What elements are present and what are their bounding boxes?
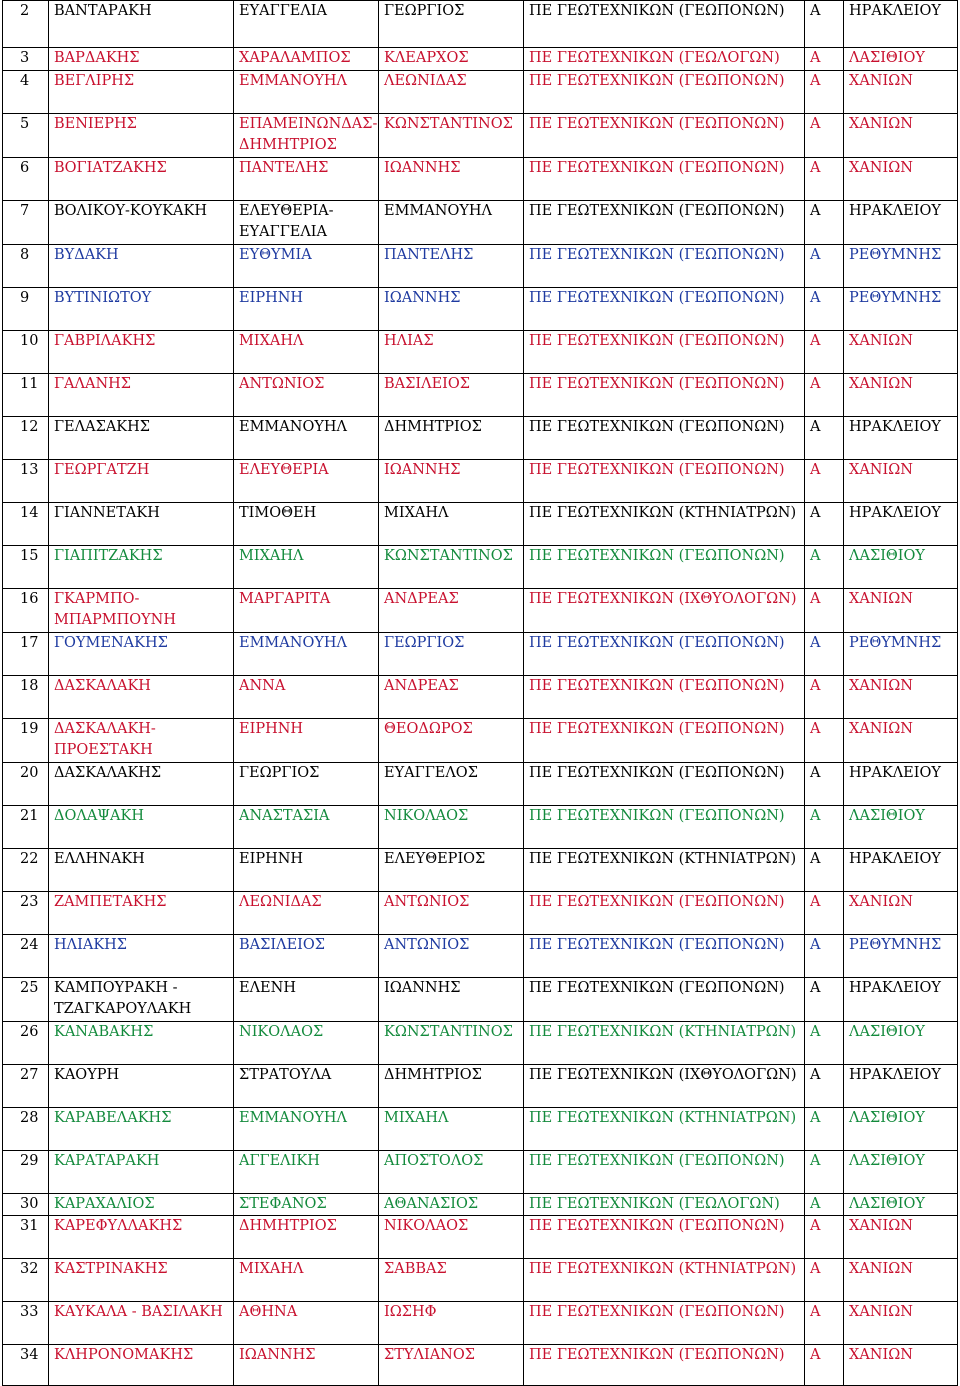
father-name-cell: ΕΥΑΓΓΕΛΟΣ — [379, 762, 524, 805]
first-name-cell: ΕΥΑΓΓΕΛΙΑ — [234, 1, 379, 48]
last-name-cell: ΓΚΑΡΜΠΟ-ΜΠΑΡΜΠΟΥΝΗ — [49, 588, 234, 632]
specialty-cell: ΠΕ ΓΕΩΤΕΧΝΙΚΩΝ (ΙΧΘΥΟΛΟΓΩΝ) — [524, 588, 805, 632]
specialty-cell: ΠΕ ΓΕΩΤΕΧΝΙΚΩΝ (ΓΕΩΠΟΝΩΝ) — [524, 675, 805, 718]
region-cell: ΧΑΝΙΩΝ — [844, 588, 958, 632]
father-name-cell: ΘΕΟΔΩΡΟΣ — [379, 718, 524, 762]
specialty-cell: ΠΕ ΓΕΩΤΕΧΝΙΚΩΝ (ΚΤΗΝΙΑΤΡΩΝ) — [524, 502, 805, 545]
region-cell: ΛΑΣΙΘΙΟΥ — [844, 48, 958, 71]
father-name-cell: ΔΗΜΗΤΡΙΟΣ — [379, 416, 524, 459]
row-number-cell: 7 — [3, 200, 49, 244]
last-name-cell: ΚΑΝΑΒΑΚΗΣ — [49, 1021, 234, 1064]
last-name-cell: ΚΑΟΥΡΗ — [49, 1064, 234, 1107]
row-number-cell: 19 — [3, 718, 49, 762]
father-name-cell: ΙΩΑΝΝΗΣ — [379, 977, 524, 1021]
region-cell: ΛΑΣΙΘΙΟΥ — [844, 1193, 958, 1216]
first-name-cell: ΕΜΜΑΝΟΥΗΛ — [234, 70, 379, 113]
last-name-cell: ΒΕΓΛΙΡΗΣ — [49, 70, 234, 113]
father-name-cell: ΑΠΟΣΤΟΛΟΣ — [379, 1150, 524, 1193]
table-row — [3, 1216, 958, 1259]
row-number-cell: 34 — [3, 1345, 49, 1386]
table-row — [3, 718, 958, 762]
last-name-cell: ΖΑΜΠΕΤΑΚΗΣ — [49, 891, 234, 934]
category-cell: Α — [805, 1, 844, 48]
row-number-cell: 28 — [3, 1107, 49, 1150]
first-name-cell: ΑΝΝΑ — [234, 675, 379, 718]
category-cell: Α — [805, 70, 844, 113]
region-cell: ΧΑΝΙΩΝ — [844, 459, 958, 502]
first-name-cell: ΑΝΑΣΤΑΣΙΑ — [234, 805, 379, 848]
first-name-cell: ΜΙΧΑΗΛ — [234, 330, 379, 373]
last-name-cell: ΒΟΛΙΚΟΥ-ΚΟΥΚΑΚΗ — [49, 200, 234, 244]
table-body — [3, 1, 958, 1386]
region-cell: ΛΑΣΙΘΙΟΥ — [844, 1150, 958, 1193]
last-name-cell: ΚΑΡΑΒΕΛΑΚΗΣ — [49, 1107, 234, 1150]
row-number-cell: 6 — [3, 157, 49, 200]
last-name-cell: ΓΑΒΡΙΛΑΚΗΣ — [49, 330, 234, 373]
region-cell: ΧΑΝΙΩΝ — [844, 891, 958, 934]
father-name-cell: ΒΑΣΙΛΕΙΟΣ — [379, 373, 524, 416]
category-cell: Α — [805, 1216, 844, 1259]
table-row — [3, 244, 958, 287]
father-name-cell: ΙΩΑΝΝΗΣ — [379, 459, 524, 502]
specialty-cell: ΠΕ ΓΕΩΤΕΧΝΙΚΩΝ (ΓΕΩΠΟΝΩΝ) — [524, 891, 805, 934]
specialty-cell: ΠΕ ΓΕΩΤΕΧΝΙΚΩΝ (ΓΕΩΠΟΝΩΝ) — [524, 244, 805, 287]
region-cell: ΧΑΝΙΩΝ — [844, 157, 958, 200]
row-number-cell: 12 — [3, 416, 49, 459]
region-cell: ΗΡΑΚΛΕΙΟΥ — [844, 762, 958, 805]
father-name-cell: ΜΙΧΑΗΛ — [379, 502, 524, 545]
table-row — [3, 675, 958, 718]
category-cell: Α — [805, 113, 844, 157]
first-name-cell: ΑΝΤΩΝΙΟΣ — [234, 373, 379, 416]
table-row — [3, 545, 958, 588]
first-name-cell: ΕΛΕΥΘΕΡΙΑ-ΕΥΑΓΓΕΛΙΑ — [234, 200, 379, 244]
row-number-cell: 18 — [3, 675, 49, 718]
region-cell: ΧΑΝΙΩΝ — [844, 1345, 958, 1386]
specialty-cell: ΠΕ ΓΕΩΤΕΧΝΙΚΩΝ (ΓΕΩΠΟΝΩΝ) — [524, 373, 805, 416]
region-cell: ΧΑΝΙΩΝ — [844, 373, 958, 416]
category-cell: Α — [805, 1150, 844, 1193]
last-name-cell: ΚΑΡΑΧΑΛΙΟΣ — [49, 1193, 234, 1216]
row-number-cell: 10 — [3, 330, 49, 373]
last-name-cell: ΗΛΙΑΚΗΣ — [49, 934, 234, 977]
father-name-cell: ΙΩΑΝΝΗΣ — [379, 287, 524, 330]
row-number-cell: 30 — [3, 1193, 49, 1216]
specialty-cell: ΠΕ ΓΕΩΤΕΧΝΙΚΩΝ (ΓΕΩΠΟΝΩΝ) — [524, 1302, 805, 1345]
first-name-cell: ΝΙΚΟΛΑΟΣ — [234, 1021, 379, 1064]
row-number-cell: 23 — [3, 891, 49, 934]
table-row — [3, 588, 958, 632]
category-cell: Α — [805, 891, 844, 934]
last-name-cell: ΓΑΛΑΝΗΣ — [49, 373, 234, 416]
region-cell: ΡΕΘΥΜΝΗΣ — [844, 287, 958, 330]
father-name-cell: ΜΙΧΑΗΛ — [379, 1107, 524, 1150]
father-name-cell: ΓΕΩΡΓΙΟΣ — [379, 1, 524, 48]
specialty-cell: ΠΕ ΓΕΩΤΕΧΝΙΚΩΝ (ΓΕΩΠΟΝΩΝ) — [524, 934, 805, 977]
specialty-cell: ΠΕ ΓΕΩΤΕΧΝΙΚΩΝ (ΓΕΩΛΟΓΩΝ) — [524, 1193, 805, 1216]
region-cell: ΛΑΣΙΘΙΟΥ — [844, 1107, 958, 1150]
region-cell: ΧΑΝΙΩΝ — [844, 330, 958, 373]
father-name-cell: ΣΑΒΒΑΣ — [379, 1259, 524, 1302]
specialty-cell: ΠΕ ΓΕΩΤΕΧΝΙΚΩΝ (ΓΕΩΠΟΝΩΝ) — [524, 762, 805, 805]
last-name-cell: ΔΑΣΚΑΛΑΚΗ — [49, 675, 234, 718]
table-row — [3, 1259, 958, 1302]
table-row — [3, 1064, 958, 1107]
category-cell: Α — [805, 1064, 844, 1107]
first-name-cell: ΜΙΧΑΗΛ — [234, 1259, 379, 1302]
first-name-cell: ΕΛΕΝΗ — [234, 977, 379, 1021]
father-name-cell: ΚΩΝΣΤΑΝΤΙΝΟΣ — [379, 113, 524, 157]
table-row — [3, 48, 958, 71]
category-cell: Α — [805, 718, 844, 762]
category-cell: Α — [805, 48, 844, 71]
last-name-cell: ΔΟΛΑΨΑΚΗ — [49, 805, 234, 848]
first-name-cell: ΕΜΜΑΝΟΥΗΛ — [234, 1107, 379, 1150]
father-name-cell: ΠΑΝΤΕΛΗΣ — [379, 244, 524, 287]
table-row — [3, 1, 958, 48]
category-cell: Α — [805, 373, 844, 416]
table-row — [3, 805, 958, 848]
region-cell: ΗΡΑΚΛΕΙΟΥ — [844, 1064, 958, 1107]
father-name-cell: ΑΘΑΝΑΣΙΟΣ — [379, 1193, 524, 1216]
row-number-cell: 9 — [3, 287, 49, 330]
row-number-cell: 11 — [3, 373, 49, 416]
last-name-cell: ΚΛΗΡΟΝΟΜΑΚΗΣ — [49, 1345, 234, 1386]
row-number-cell: 13 — [3, 459, 49, 502]
table-row — [3, 1193, 958, 1216]
row-number-cell: 22 — [3, 848, 49, 891]
category-cell: Α — [805, 588, 844, 632]
row-number-cell: 17 — [3, 632, 49, 675]
region-cell: ΧΑΝΙΩΝ — [844, 70, 958, 113]
category-cell: Α — [805, 977, 844, 1021]
father-name-cell: ΕΛΕΥΘΕΡΙΟΣ — [379, 848, 524, 891]
row-number-cell: 14 — [3, 502, 49, 545]
first-name-cell: ΧΑΡΑΛΑΜΠΟΣ — [234, 48, 379, 71]
row-number-cell: 3 — [3, 48, 49, 71]
specialty-cell: ΠΕ ΓΕΩΤΕΧΝΙΚΩΝ (ΓΕΩΠΟΝΩΝ) — [524, 1150, 805, 1193]
first-name-cell: ΣΤΕΦΑΝΟΣ — [234, 1193, 379, 1216]
row-number-cell: 25 — [3, 977, 49, 1021]
specialty-cell: ΠΕ ΓΕΩΤΕΧΝΙΚΩΝ (ΓΕΩΠΟΝΩΝ) — [524, 1345, 805, 1386]
table-row — [3, 459, 958, 502]
first-name-cell: ΕΠΑΜΕΙΝΩΝΔΑΣ-ΔΗΜΗΤΡΙΟΣ — [234, 113, 379, 157]
table-row — [3, 416, 958, 459]
last-name-cell: ΒΕΝΙΕΡΗΣ — [49, 113, 234, 157]
region-cell: ΧΑΝΙΩΝ — [844, 1259, 958, 1302]
father-name-cell: ΑΝΔΡΕΑΣ — [379, 675, 524, 718]
first-name-cell: ΤΙΜΟΘΕΗ — [234, 502, 379, 545]
region-cell: ΗΡΑΚΛΕΙΟΥ — [844, 848, 958, 891]
table-row — [3, 762, 958, 805]
specialty-cell: ΠΕ ΓΕΩΤΕΧΝΙΚΩΝ (ΚΤΗΝΙΑΤΡΩΝ) — [524, 848, 805, 891]
father-name-cell: ΣΤΥΛΙΑΝΟΣ — [379, 1345, 524, 1386]
specialty-cell: ΠΕ ΓΕΩΤΕΧΝΙΚΩΝ (ΙΧΘΥΟΛΟΓΩΝ) — [524, 1064, 805, 1107]
last-name-cell: ΕΛΛΗΝΑΚΗ — [49, 848, 234, 891]
last-name-cell: ΔΑΣΚΑΛΑΚΗ-ΠΡΟΕΣΤΑΚΗ — [49, 718, 234, 762]
first-name-cell: ΔΗΜΗΤΡΙΟΣ — [234, 1216, 379, 1259]
first-name-cell: ΕΜΜΑΝΟΥΗΛ — [234, 632, 379, 675]
table-row — [3, 632, 958, 675]
region-cell: ΧΑΝΙΩΝ — [844, 718, 958, 762]
specialty-cell: ΠΕ ΓΕΩΤΕΧΝΙΚΩΝ (ΓΕΩΠΟΝΩΝ) — [524, 70, 805, 113]
last-name-cell: ΚΑΜΠΟΥΡΑΚΗ - ΤΖΑΓΚΑΡΟΥΛΑΚΗ — [49, 977, 234, 1021]
row-number-cell: 26 — [3, 1021, 49, 1064]
specialty-cell: ΠΕ ΓΕΩΤΕΧΝΙΚΩΝ (ΚΤΗΝΙΑΤΡΩΝ) — [524, 1107, 805, 1150]
table-row — [3, 1302, 958, 1345]
first-name-cell: ΠΑΝΤΕΛΗΣ — [234, 157, 379, 200]
row-number-cell: 16 — [3, 588, 49, 632]
first-name-cell: ΕΛΕΥΘΕΡΙΑ — [234, 459, 379, 502]
row-number-cell: 33 — [3, 1302, 49, 1345]
last-name-cell: ΒΥΔΑΚΗ — [49, 244, 234, 287]
table-row — [3, 157, 958, 200]
category-cell: Α — [805, 762, 844, 805]
row-number-cell: 8 — [3, 244, 49, 287]
specialty-cell: ΠΕ ΓΕΩΤΕΧΝΙΚΩΝ (ΓΕΩΠΟΝΩΝ) — [524, 1, 805, 48]
row-number-cell: 21 — [3, 805, 49, 848]
category-cell: Α — [805, 1345, 844, 1386]
specialty-cell: ΠΕ ΓΕΩΤΕΧΝΙΚΩΝ (ΓΕΩΠΟΝΩΝ) — [524, 977, 805, 1021]
specialty-cell: ΠΕ ΓΕΩΤΕΧΝΙΚΩΝ (ΓΕΩΠΟΝΩΝ) — [524, 545, 805, 588]
father-name-cell: ΚΩΝΣΤΑΝΤΙΝΟΣ — [379, 545, 524, 588]
father-name-cell: ΝΙΚΟΛΑΟΣ — [379, 1216, 524, 1259]
row-number-cell: 15 — [3, 545, 49, 588]
category-cell: Α — [805, 848, 844, 891]
row-number-cell: 29 — [3, 1150, 49, 1193]
last-name-cell: ΚΑΥΚΑΛΑ - ΒΑΣΙΛΑΚΗ — [49, 1302, 234, 1345]
last-name-cell: ΚΑΡΑΤΑΡΑΚΗ — [49, 1150, 234, 1193]
row-number-cell: 5 — [3, 113, 49, 157]
candidates-table — [2, 0, 958, 1386]
table-row — [3, 70, 958, 113]
region-cell: ΗΡΑΚΛΕΙΟΥ — [844, 977, 958, 1021]
last-name-cell: ΚΑΣΤΡΙΝΑΚΗΣ — [49, 1259, 234, 1302]
specialty-cell: ΠΕ ΓΕΩΤΕΧΝΙΚΩΝ (ΓΕΩΠΟΝΩΝ) — [524, 459, 805, 502]
table-row — [3, 373, 958, 416]
category-cell: Α — [805, 1107, 844, 1150]
specialty-cell: ΠΕ ΓΕΩΤΕΧΝΙΚΩΝ (ΓΕΩΠΟΝΩΝ) — [524, 157, 805, 200]
category-cell: Α — [805, 545, 844, 588]
first-name-cell: ΕΜΜΑΝΟΥΗΛ — [234, 416, 379, 459]
first-name-cell: ΛΕΩΝΙΔΑΣ — [234, 891, 379, 934]
specialty-cell: ΠΕ ΓΕΩΤΕΧΝΙΚΩΝ (ΓΕΩΠΟΝΩΝ) — [524, 632, 805, 675]
specialty-cell: ΠΕ ΓΕΩΤΕΧΝΙΚΩΝ (ΓΕΩΠΟΝΩΝ) — [524, 200, 805, 244]
region-cell: ΧΑΝΙΩΝ — [844, 1302, 958, 1345]
category-cell: Α — [805, 244, 844, 287]
specialty-cell: ΠΕ ΓΕΩΤΕΧΝΙΚΩΝ (ΚΤΗΝΙΑΤΡΩΝ) — [524, 1259, 805, 1302]
table-row — [3, 848, 958, 891]
category-cell: Α — [805, 1021, 844, 1064]
father-name-cell: ΚΛΕΑΡΧΟΣ — [379, 48, 524, 71]
specialty-cell: ΠΕ ΓΕΩΤΕΧΝΙΚΩΝ (ΚΤΗΝΙΑΤΡΩΝ) — [524, 1021, 805, 1064]
category-cell: Α — [805, 157, 844, 200]
region-cell: ΧΑΝΙΩΝ — [844, 675, 958, 718]
specialty-cell: ΠΕ ΓΕΩΤΕΧΝΙΚΩΝ (ΓΕΩΠΟΝΩΝ) — [524, 805, 805, 848]
category-cell: Α — [805, 934, 844, 977]
father-name-cell: ΗΛΙΑΣ — [379, 330, 524, 373]
table-row — [3, 113, 958, 157]
father-name-cell: ΚΩΝΣΤΑΝΤΙΝΟΣ — [379, 1021, 524, 1064]
first-name-cell: ΕΥΘΥΜΙΑ — [234, 244, 379, 287]
table-row — [3, 502, 958, 545]
category-cell: Α — [805, 1302, 844, 1345]
first-name-cell: ΙΩΑΝΝΗΣ — [234, 1345, 379, 1386]
first-name-cell: ΜΙΧΑΗΛ — [234, 545, 379, 588]
last-name-cell: ΓΟΥΜΕΝΑΚΗΣ — [49, 632, 234, 675]
father-name-cell: ΑΝΔΡΕΑΣ — [379, 588, 524, 632]
table-row — [3, 1150, 958, 1193]
first-name-cell: ΕΙΡΗΝΗ — [234, 287, 379, 330]
specialty-cell: ΠΕ ΓΕΩΤΕΧΝΙΚΩΝ (ΓΕΩΛΟΓΩΝ) — [524, 48, 805, 71]
category-cell: Α — [805, 632, 844, 675]
last-name-cell: ΓΕΛΑΣΑΚΗΣ — [49, 416, 234, 459]
region-cell: ΗΡΑΚΛΕΙΟΥ — [844, 1, 958, 48]
last-name-cell: ΔΑΣΚΑΛΑΚΗΣ — [49, 762, 234, 805]
region-cell: ΡΕΘΥΜΝΗΣ — [844, 934, 958, 977]
first-name-cell: ΑΓΓΕΛΙΚΗ — [234, 1150, 379, 1193]
first-name-cell: ΒΑΣΙΛΕΙΟΣ — [234, 934, 379, 977]
specialty-cell: ΠΕ ΓΕΩΤΕΧΝΙΚΩΝ (ΓΕΩΠΟΝΩΝ) — [524, 113, 805, 157]
category-cell: Α — [805, 287, 844, 330]
father-name-cell: ΓΕΩΡΓΙΟΣ — [379, 632, 524, 675]
region-cell: ΡΕΘΥΜΝΗΣ — [844, 244, 958, 287]
father-name-cell: ΕΜΜΑΝΟΥΗΛ — [379, 200, 524, 244]
last-name-cell: ΓΙΑΝΝΕΤΑΚΗ — [49, 502, 234, 545]
last-name-cell: ΚΑΡΕΦΥΛΛΑΚΗΣ — [49, 1216, 234, 1259]
row-number-cell: 32 — [3, 1259, 49, 1302]
region-cell: ΗΡΑΚΛΕΙΟΥ — [844, 502, 958, 545]
table-row — [3, 1107, 958, 1150]
specialty-cell: ΠΕ ΓΕΩΤΕΧΝΙΚΩΝ (ΓΕΩΠΟΝΩΝ) — [524, 416, 805, 459]
category-cell: Α — [805, 675, 844, 718]
row-number-cell: 27 — [3, 1064, 49, 1107]
category-cell: Α — [805, 200, 844, 244]
first-name-cell: ΕΙΡΗΝΗ — [234, 718, 379, 762]
first-name-cell: ΜΑΡΓΑΡΙΤΑ — [234, 588, 379, 632]
specialty-cell: ΠΕ ΓΕΩΤΕΧΝΙΚΩΝ (ΓΕΩΠΟΝΩΝ) — [524, 330, 805, 373]
table-row — [3, 934, 958, 977]
category-cell: Α — [805, 805, 844, 848]
table-row — [3, 891, 958, 934]
first-name-cell: ΣΤΡΑΤΟΥΛΑ — [234, 1064, 379, 1107]
category-cell: Α — [805, 416, 844, 459]
region-cell: ΧΑΝΙΩΝ — [844, 113, 958, 157]
table-row — [3, 977, 958, 1021]
table-row — [3, 287, 958, 330]
region-cell: ΡΕΘΥΜΝΗΣ — [844, 632, 958, 675]
last-name-cell: ΒΑΝΤΑΡΑΚΗ — [49, 1, 234, 48]
table-row — [3, 200, 958, 244]
last-name-cell: ΓΕΩΡΓΑΤΖΗ — [49, 459, 234, 502]
last-name-cell: ΒΟΓΙΑΤΖΑΚΗΣ — [49, 157, 234, 200]
row-number-cell: 20 — [3, 762, 49, 805]
specialty-cell: ΠΕ ΓΕΩΤΕΧΝΙΚΩΝ (ΓΕΩΠΟΝΩΝ) — [524, 1216, 805, 1259]
row-number-cell: 2 — [3, 1, 49, 48]
category-cell: Α — [805, 330, 844, 373]
category-cell: Α — [805, 502, 844, 545]
specialty-cell: ΠΕ ΓΕΩΤΕΧΝΙΚΩΝ (ΓΕΩΠΟΝΩΝ) — [524, 718, 805, 762]
category-cell: Α — [805, 1259, 844, 1302]
region-cell: ΗΡΑΚΛΕΙΟΥ — [844, 416, 958, 459]
first-name-cell: ΑΘΗΝΑ — [234, 1302, 379, 1345]
first-name-cell: ΕΙΡΗΝΗ — [234, 848, 379, 891]
father-name-cell: ΛΕΩΝΙΔΑΣ — [379, 70, 524, 113]
table-row — [3, 1345, 958, 1386]
category-cell: Α — [805, 459, 844, 502]
father-name-cell: ΑΝΤΩΝΙΟΣ — [379, 934, 524, 977]
region-cell: ΛΑΣΙΘΙΟΥ — [844, 1021, 958, 1064]
region-cell: ΗΡΑΚΛΕΙΟΥ — [844, 200, 958, 244]
table-row — [3, 1021, 958, 1064]
father-name-cell: ΙΩΣΗΦ — [379, 1302, 524, 1345]
row-number-cell: 24 — [3, 934, 49, 977]
last-name-cell: ΓΙΑΠΙΤΖΑΚΗΣ — [49, 545, 234, 588]
father-name-cell: ΙΩΑΝΝΗΣ — [379, 157, 524, 200]
father-name-cell: ΑΝΤΩΝΙΟΣ — [379, 891, 524, 934]
specialty-cell: ΠΕ ΓΕΩΤΕΧΝΙΚΩΝ (ΓΕΩΠΟΝΩΝ) — [524, 287, 805, 330]
row-number-cell: 31 — [3, 1216, 49, 1259]
first-name-cell: ΓΕΩΡΓΙΟΣ — [234, 762, 379, 805]
region-cell: ΛΑΣΙΘΙΟΥ — [844, 545, 958, 588]
father-name-cell: ΔΗΜΗΤΡΙΟΣ — [379, 1064, 524, 1107]
last-name-cell: ΒΥΤΙΝΙΩΤΟΥ — [49, 287, 234, 330]
region-cell: ΛΑΣΙΘΙΟΥ — [844, 805, 958, 848]
father-name-cell: ΝΙΚΟΛΑΟΣ — [379, 805, 524, 848]
last-name-cell: ΒΑΡΔΑΚΗΣ — [49, 48, 234, 71]
row-number-cell: 4 — [3, 70, 49, 113]
region-cell: ΧΑΝΙΩΝ — [844, 1216, 958, 1259]
category-cell: Α — [805, 1193, 844, 1216]
table-row — [3, 330, 958, 373]
